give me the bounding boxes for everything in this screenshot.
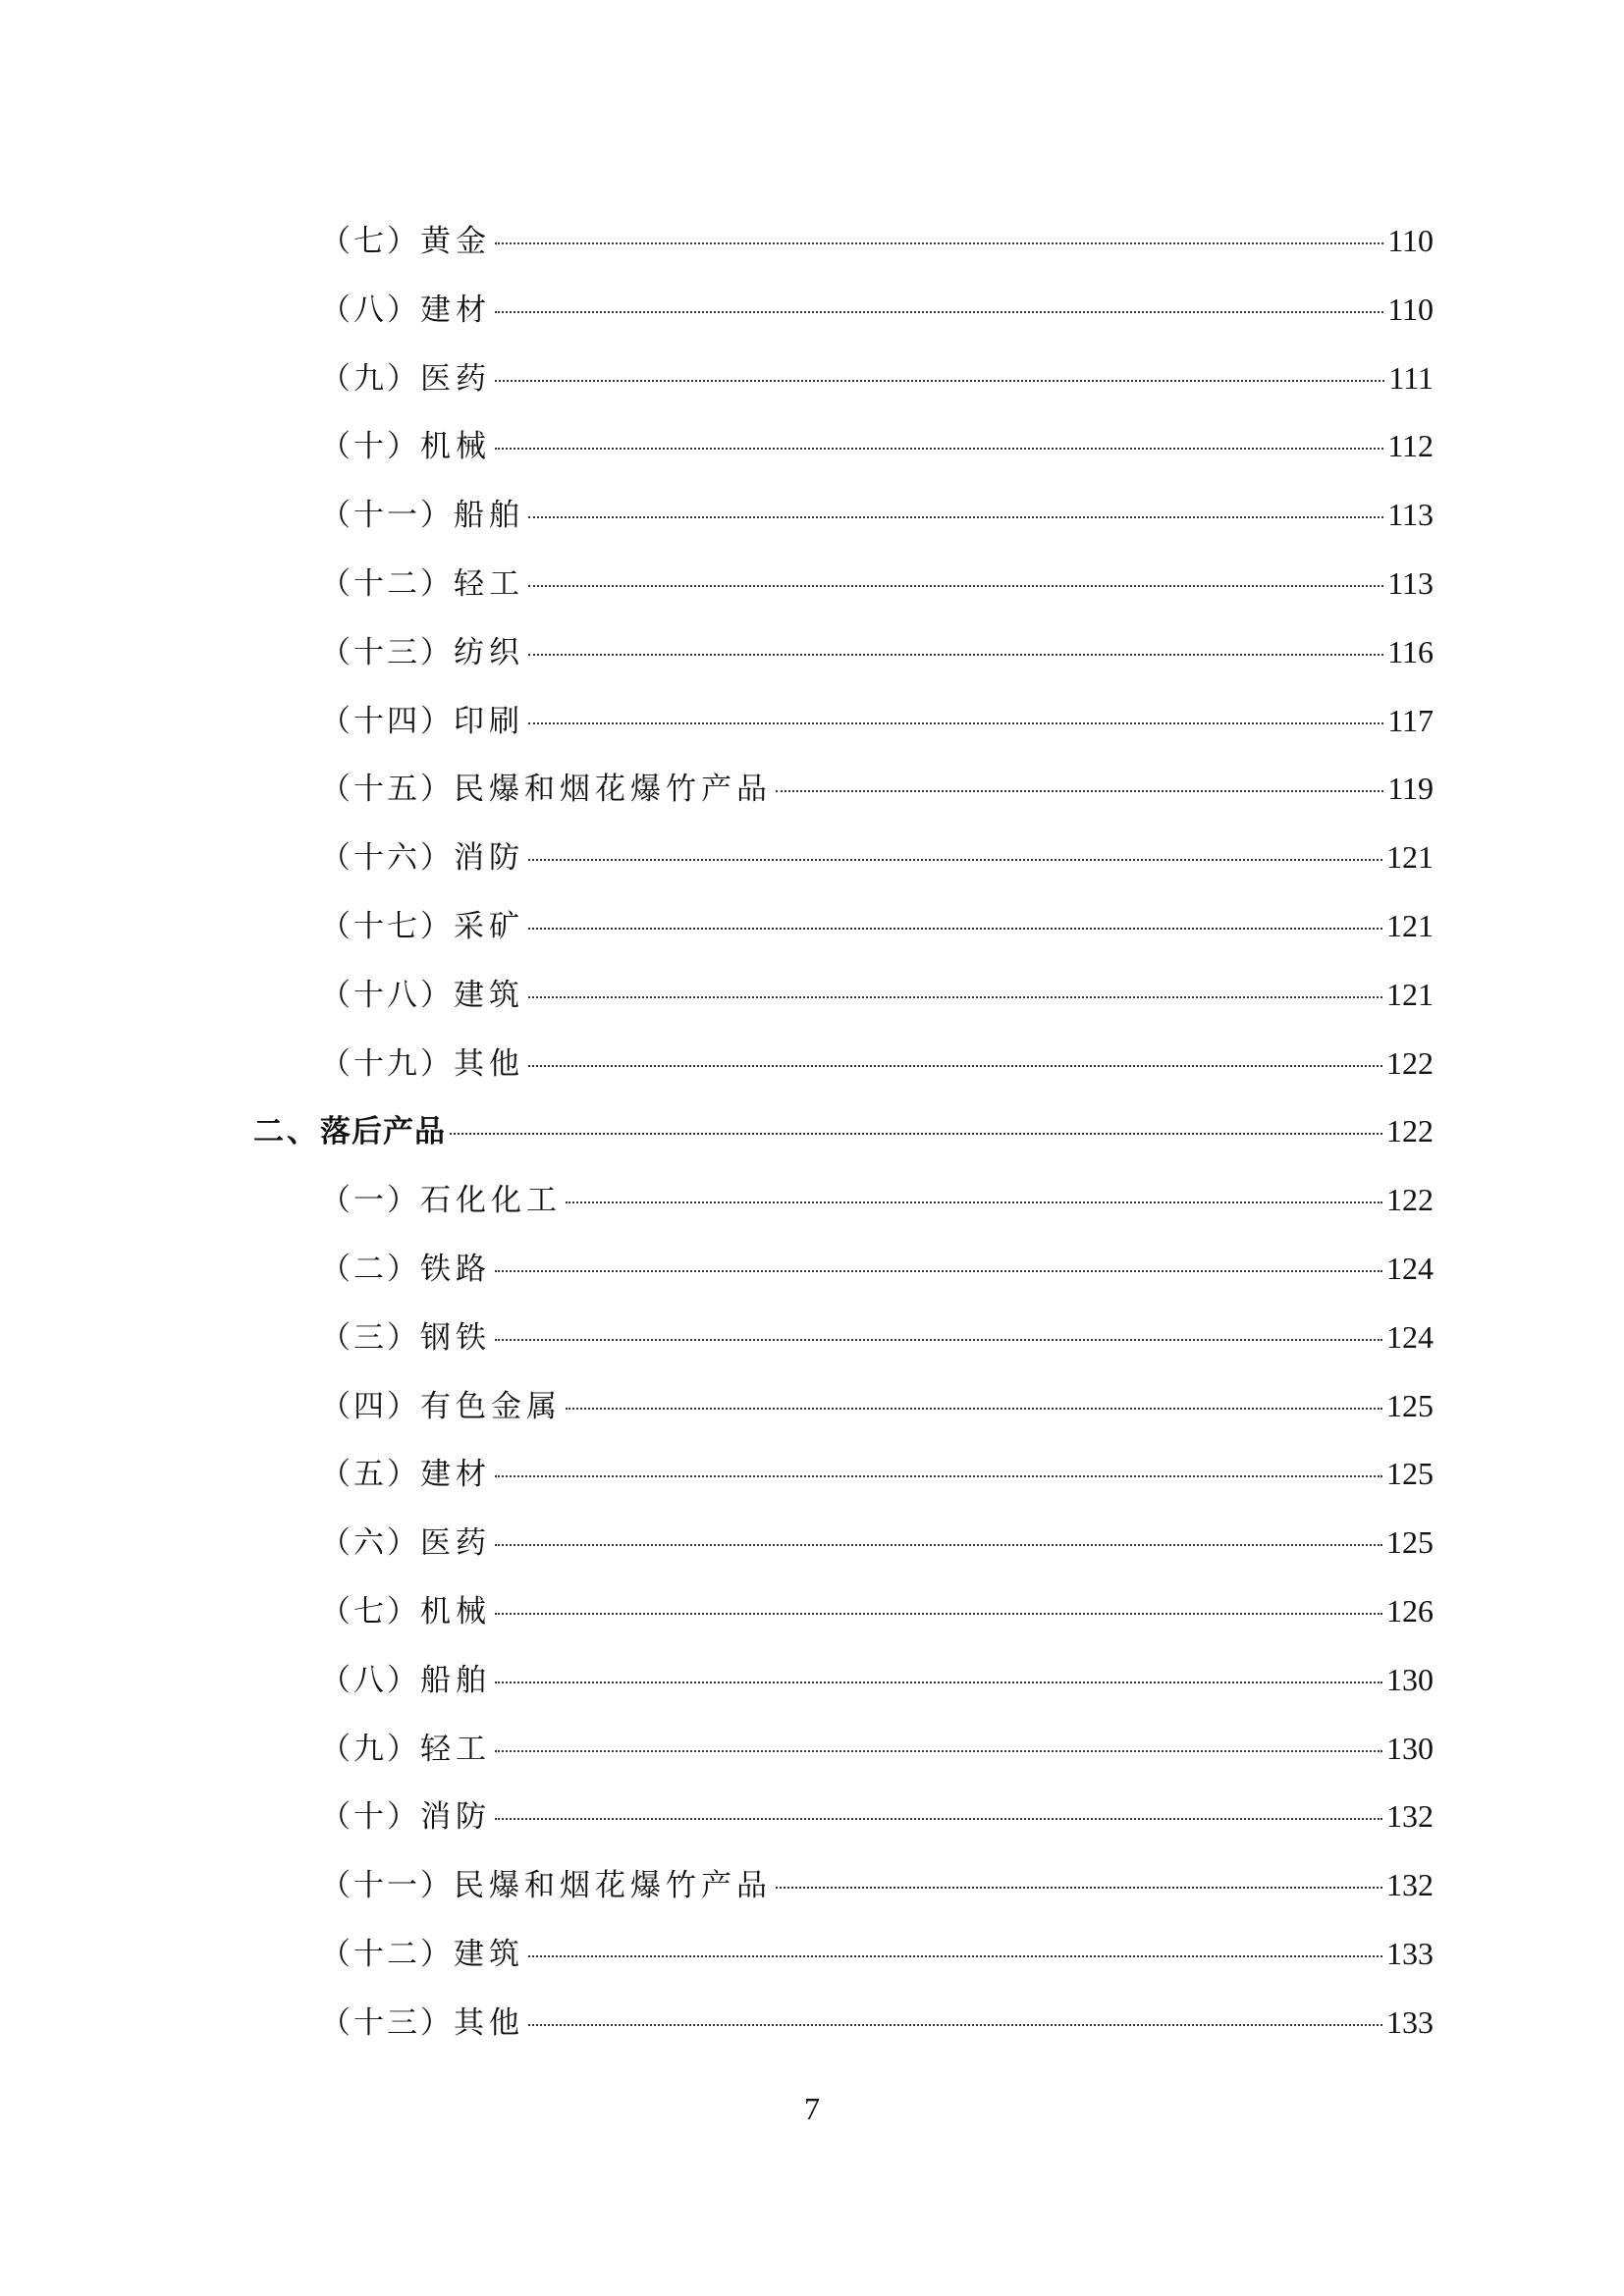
toc-entry-page: 117	[1387, 702, 1434, 738]
toc-entry[interactable]	[320, 1244, 1434, 1293]
toc-entry-title: 建筑	[454, 977, 524, 1013]
toc-entry-page: 133	[1386, 1936, 1434, 1971]
toc-entry-number: （十一）	[320, 498, 454, 534]
toc-entry-page: 121	[1386, 908, 1434, 943]
toc-dot-leader	[495, 1270, 1382, 1272]
toc-entry-page: 111	[1388, 359, 1434, 396]
toc-entry-title: 落后产品	[320, 1114, 446, 1150]
toc-dot-leader	[528, 585, 1383, 587]
toc-entry-page: 119	[1387, 771, 1434, 807]
toc-entry[interactable]	[320, 421, 1434, 470]
toc-dot-leader	[776, 1887, 1382, 1889]
toc-dot-leader	[495, 380, 1384, 382]
toc-entry-title: 建材	[420, 1457, 491, 1493]
toc-entry-title: 轻工	[420, 1731, 491, 1767]
toc-dot-leader	[495, 1750, 1382, 1752]
toc-entry[interactable]	[320, 1449, 1434, 1498]
toc-section-entry[interactable]	[253, 1106, 1434, 1155]
toc-entry-title: 医药	[420, 1525, 491, 1562]
toc-entry-title: 民爆和烟花爆竹产品	[454, 1868, 772, 1904]
toc-entry-title: 民爆和烟花爆竹产品	[454, 772, 772, 808]
toc-entry[interactable]	[320, 832, 1434, 881]
toc-entry-title: 黄金	[420, 224, 491, 259]
toc-entry-title: 铁路	[420, 1252, 491, 1287]
toc-entry-page: 113	[1387, 565, 1434, 601]
toc-dot-leader	[528, 996, 1382, 998]
toc-entry-title: 机械	[420, 1594, 491, 1629]
toc-entry-number: 二、	[253, 1114, 320, 1150]
toc-entry-number: （十一）	[320, 1868, 454, 1904]
toc-entry-number: （五）	[320, 1457, 420, 1493]
toc-entry-title: 消防	[454, 840, 524, 877]
toc-entry[interactable]	[320, 1998, 1434, 2047]
toc-entry[interactable]	[320, 627, 1434, 676]
toc-dot-leader	[566, 1201, 1382, 1203]
toc-entry-page: 110	[1387, 223, 1434, 258]
toc-entry-page: 125	[1386, 1387, 1434, 1423]
toc-entry-number: （三）	[320, 1319, 420, 1356]
toc-entry-title: 消防	[420, 1799, 491, 1836]
toc-dot-leader	[495, 1613, 1382, 1615]
toc-dot-leader	[528, 2024, 1382, 2026]
toc-entry-page: 126	[1386, 1593, 1434, 1629]
toc-entry-number: （十五）	[320, 772, 454, 808]
toc-entry-title: 石化化工	[420, 1183, 562, 1219]
toc-dot-leader	[566, 1408, 1382, 1410]
toc-entry-page: 125	[1386, 1456, 1434, 1492]
toc-entry-number: （七）	[320, 1594, 420, 1629]
toc-entry-number: （十二）	[320, 566, 454, 602]
toc-entry-page: 124	[1386, 1251, 1434, 1286]
toc-entry[interactable]	[320, 1655, 1434, 1704]
toc-entry-number: （十七）	[320, 909, 454, 944]
page-number: 7	[804, 2091, 820, 2126]
toc-entry-title: 船舶	[420, 1662, 491, 1698]
toc-entry-title: 印刷	[454, 703, 524, 739]
toc-entry-title: 采矿	[454, 909, 524, 944]
toc-entry-number: （十）	[320, 429, 420, 465]
toc-entry-number: （二）	[320, 1252, 420, 1287]
toc-entry-title: 机械	[420, 429, 491, 465]
toc-entry-title: 其他	[454, 2004, 524, 2041]
toc-entry[interactable]	[320, 285, 1434, 334]
toc-entry-page: 130	[1386, 1730, 1434, 1766]
toc-entry-number: （一）	[320, 1183, 420, 1219]
toc-entry[interactable]	[320, 1039, 1434, 1088]
toc-entry-number: （六）	[320, 1525, 420, 1562]
toc-dot-leader	[495, 242, 1383, 244]
toc-entry-number: （十四）	[320, 703, 454, 739]
toc-entry[interactable]	[320, 1312, 1434, 1362]
toc-entry-number: （九）	[320, 1731, 420, 1767]
toc-entry[interactable]	[320, 1724, 1434, 1773]
toc-entry[interactable]	[320, 353, 1434, 402]
toc-entry-number: （十二）	[320, 1937, 454, 1972]
toc-entry[interactable]	[320, 970, 1434, 1019]
toc-entry-title: 轻工	[454, 566, 524, 602]
toc-entry-number: （九）	[320, 360, 420, 397]
toc-dot-leader	[528, 1955, 1382, 1957]
toc-entry-number: （八）	[320, 1662, 420, 1698]
toc-entry-page: 121	[1386, 839, 1434, 876]
toc-dot-leader	[495, 448, 1383, 450]
toc-entry[interactable]	[320, 901, 1434, 950]
toc-entry-page: 122	[1386, 1044, 1434, 1081]
toc-entry-number: （十八）	[320, 977, 454, 1013]
toc-entry[interactable]	[320, 490, 1434, 539]
toc-entry-number: （四）	[320, 1388, 420, 1424]
toc-dot-leader	[528, 1065, 1382, 1067]
toc-entry-page: 132	[1386, 1867, 1434, 1903]
toc-entry-title: 有色金属	[420, 1388, 562, 1424]
toc-dot-leader	[495, 1544, 1382, 1546]
toc-entry-page: 116	[1387, 633, 1434, 669]
toc-entry-title: 医药	[420, 360, 491, 397]
toc-entry-number: （八）	[320, 292, 420, 328]
toc-entry-title: 船舶	[454, 498, 524, 534]
toc-entry-number: （十）	[320, 1799, 420, 1836]
toc-entry-title: 其他	[454, 1045, 524, 1082]
toc-entry[interactable]	[320, 559, 1434, 608]
toc-entry-page: 112	[1387, 428, 1434, 464]
toc-dot-leader	[450, 1133, 1382, 1135]
toc-entry[interactable]	[320, 696, 1434, 745]
toc-entry-page: 110	[1387, 291, 1434, 327]
toc-dot-leader	[528, 654, 1383, 656]
toc-entry-page: 122	[1386, 1182, 1434, 1218]
toc-dot-leader	[495, 1682, 1382, 1683]
toc-entry-number: （十九）	[320, 1045, 454, 1082]
toc-entry[interactable]	[320, 1381, 1434, 1430]
toc-entry-page: 122	[1386, 1113, 1434, 1149]
toc-entry-page: 124	[1386, 1318, 1434, 1355]
toc-dot-leader	[528, 722, 1383, 724]
toc-entry-page: 133	[1386, 2003, 1434, 2040]
toc-dot-leader	[495, 1475, 1382, 1477]
toc-entry-page: 132	[1386, 1798, 1434, 1835]
toc-entry[interactable]	[320, 1175, 1434, 1224]
toc-dot-leader	[528, 859, 1382, 861]
toc-dot-leader	[528, 516, 1383, 518]
toc-entry-number: （十三）	[320, 2004, 454, 2041]
toc-dot-leader	[495, 311, 1383, 313]
toc-entry-title: 建筑	[454, 1937, 524, 1972]
toc-entry-number: （七）	[320, 224, 420, 259]
toc-entry-title: 纺织	[454, 634, 524, 670]
toc-entry-number: （十六）	[320, 840, 454, 877]
toc-entry-title: 钢铁	[420, 1319, 491, 1356]
toc-entry-number: （十三）	[320, 634, 454, 670]
toc-entry[interactable]	[320, 1791, 1434, 1841]
toc-entry[interactable]	[320, 764, 1434, 813]
toc-entry[interactable]	[320, 1929, 1434, 1978]
toc-dot-leader	[495, 1818, 1382, 1820]
toc-entry-page: 130	[1386, 1661, 1434, 1697]
toc-entry[interactable]	[320, 1860, 1434, 1909]
toc-dot-leader	[528, 928, 1382, 930]
toc-entry[interactable]	[320, 1518, 1434, 1567]
toc-entry-page: 121	[1386, 976, 1434, 1012]
toc-entry-title: 建材	[420, 292, 491, 328]
toc-dot-leader	[495, 1339, 1382, 1341]
toc-entry-page: 113	[1387, 497, 1434, 533]
toc-entry-page: 125	[1386, 1524, 1434, 1561]
toc-dot-leader	[776, 790, 1383, 792]
toc-entry[interactable]	[320, 216, 1434, 265]
toc-entry[interactable]	[320, 1586, 1434, 1635]
